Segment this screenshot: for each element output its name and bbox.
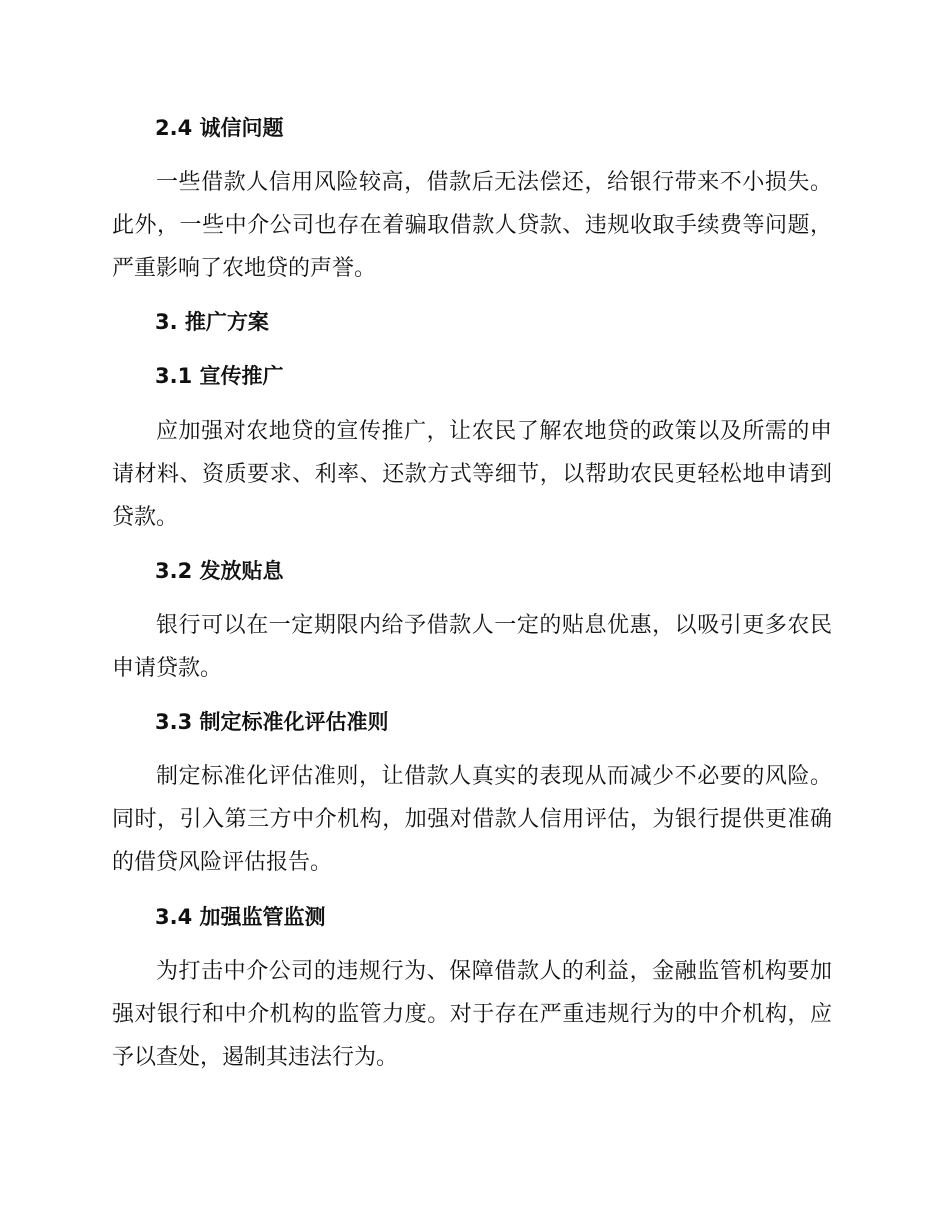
section-heading-3-3: 3.3 制定标准化评估准则 (155, 710, 389, 734)
section-paragraph-3-2: 银行可以在一定期限内给予借款人一定的贴息优惠，以吸引更多农民申请贷款。 (112, 613, 832, 681)
section-paragraph-3-4: 为打击中介公司的违规行为、保障借款人的利益，金融监管机构要加强对银行和中介机构的监管力度。对于存在严重违规行为的中介机构，应予以查处，遏制其违法行为。 (112, 959, 832, 1070)
section-paragraph-3-1: 应加强对农地贷的宣传推广，让农民了解农地贷的政策以及所需的申请材料、资质要求、利率、还款方式等细节，以帮助农民更轻松地申请到贷款。 (112, 419, 832, 530)
section-paragraph-2-4: 一些借款人信用风险较高，借款后无法偿还，给银行带来不小损失。此外，一些中介公司也存在着骗取借款人贷款、违规收取手续费等问题，严重影响了农地贷的声誉。 (112, 170, 832, 281)
section-heading-3-2: 3.2 发放贴息 (155, 559, 284, 583)
section-paragraph-3-3: 制定标准化评估准则，让借款人真实的表现从而减少不必要的风险。同时，引入第三方中介机构，加强对借款人信用评估，为银行提供更准确的借贷风险评估报告。 (112, 764, 832, 875)
section-heading-3-4: 3.4 加强监管监测 (155, 905, 326, 929)
section-heading-3-1: 3.1 宣传推广 (155, 364, 284, 388)
section-heading-3: 3. 推广方案 (155, 310, 269, 334)
section-heading-2-4: 2.4 诚信问题 (155, 116, 284, 140)
